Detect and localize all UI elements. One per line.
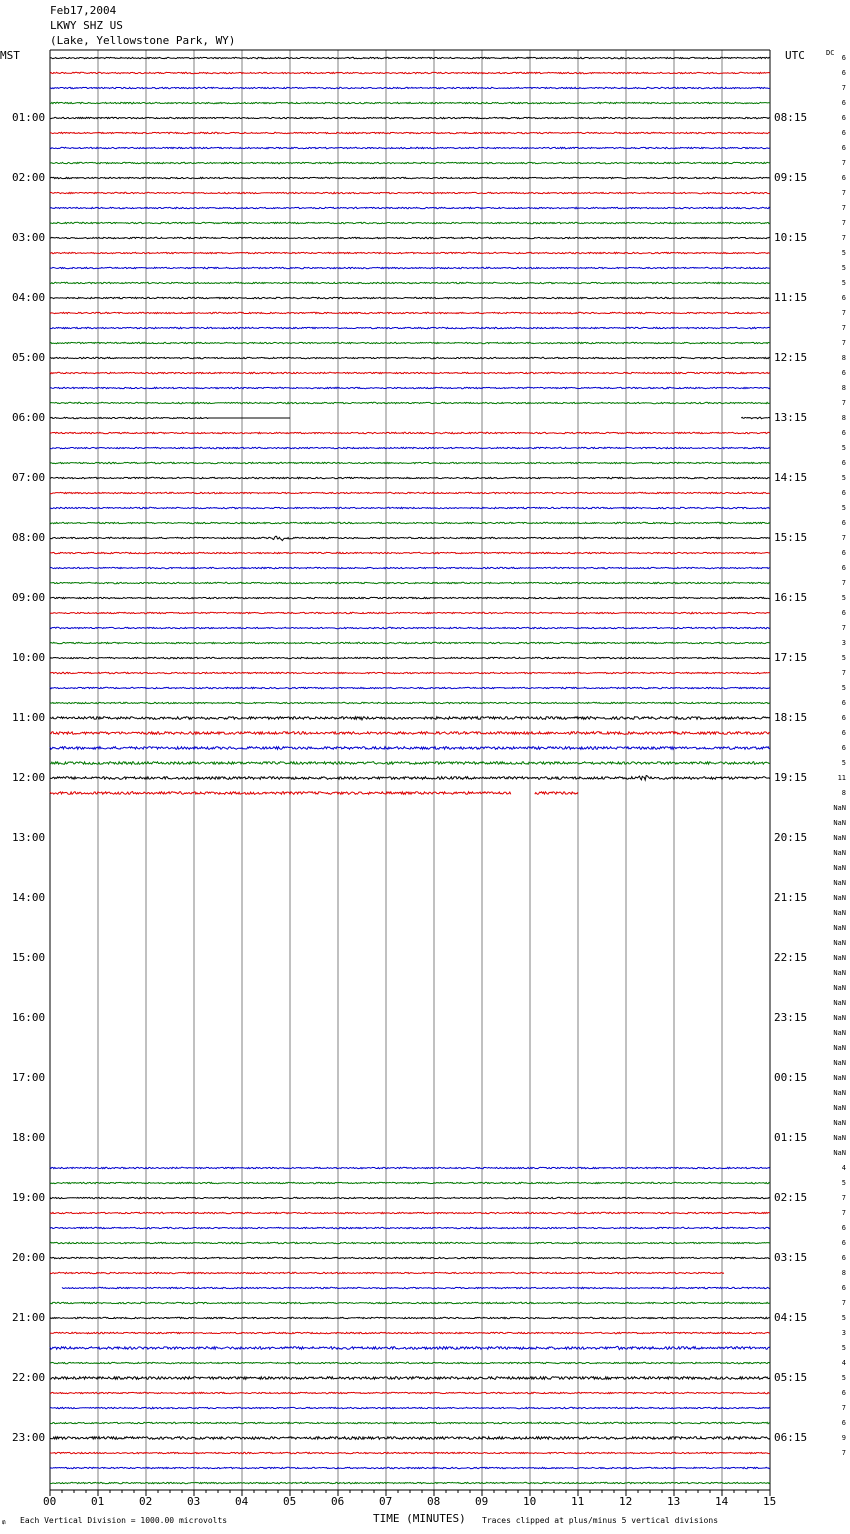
dc-offset-value: 7 — [841, 1194, 846, 1202]
minute-gridlines — [50, 50, 770, 1490]
trace-row-95-seg-0 — [50, 1482, 770, 1483]
right-hour-label: 00:15 — [774, 1071, 808, 1084]
trace-row-30-seg-0 — [50, 507, 770, 508]
dc-offset-value: 7 — [841, 1449, 846, 1457]
trace-row-25-seg-0 — [50, 432, 770, 433]
dc-offset-value: 6 — [841, 99, 846, 107]
dc-offset-value: 6 — [841, 174, 846, 182]
dc-offset-value: 7 — [841, 159, 846, 167]
trace-row-75-seg-0 — [50, 1182, 770, 1183]
trace-row-17-seg-0 — [50, 312, 770, 313]
dc-offset-value: 7 — [841, 204, 846, 212]
left-hour-label: 08:00 — [12, 531, 46, 544]
trace-row-19-seg-0 — [50, 342, 770, 343]
dc-offset-value: NaN — [833, 1044, 846, 1052]
trace-row-85-seg-0 — [50, 1332, 770, 1333]
dc-offset-value: 6 — [841, 144, 846, 152]
dc-offset-value: 6 — [841, 1419, 846, 1427]
dc-offset-value: 7 — [841, 339, 846, 347]
scale-note: Each Vertical Division = 1000.00 microvolts — [20, 1516, 228, 1525]
trace-row-14-seg-0 — [50, 267, 770, 268]
trace-row-23-seg-0 — [50, 402, 770, 403]
dc-offset-value: 8 — [841, 384, 846, 392]
left-hour-label: 06:00 — [12, 411, 46, 424]
dc-offset-value: 6 — [841, 564, 846, 572]
trace-row-82-seg-0 — [62, 1287, 770, 1288]
left-hour-label: 16:00 — [12, 1011, 46, 1024]
trace-row-1-seg-0 — [50, 72, 770, 73]
left-hour-label: 21:00 — [12, 1311, 46, 1324]
x-axis-title: TIME (MINUTES) — [373, 1512, 466, 1525]
trace-row-89-seg-0 — [50, 1392, 770, 1393]
trace-row-81-seg-0 — [50, 1272, 724, 1273]
trace-row-49-seg-1 — [535, 792, 578, 795]
right-hour-label: 12:15 — [774, 351, 808, 364]
dc-offset-value: 6 — [841, 69, 846, 77]
dc-offset-value: 6 — [841, 369, 846, 377]
trace-row-49-seg-0 — [50, 792, 511, 795]
dc-offset-value: 7 — [841, 324, 846, 332]
left-hour-label: 03:00 — [12, 231, 46, 244]
dc-offset-value: 5 — [841, 474, 846, 482]
dc-offset-value: 6 — [841, 489, 846, 497]
trace-row-15-seg-0 — [50, 282, 770, 283]
left-hour-label: 10:00 — [12, 651, 46, 664]
trace-row-39-seg-0 — [50, 642, 770, 643]
dc-offset-value: NaN — [833, 1134, 846, 1142]
dc-offset-value: 7 — [841, 1209, 846, 1217]
dc-offset-value: NaN — [833, 1104, 846, 1112]
dc-offset-value: NaN — [833, 879, 846, 887]
right-hour-label: 10:15 — [774, 231, 808, 244]
x-tick-label: 02 — [139, 1495, 153, 1508]
trace-row-9-seg-0 — [50, 192, 770, 193]
right-hour-label: 21:15 — [774, 891, 808, 904]
x-tick-label: 01 — [91, 1495, 105, 1508]
dc-offset-value: 7 — [841, 219, 846, 227]
x-axis-ticks — [50, 1490, 770, 1496]
dc-offset-value: 5 — [841, 1314, 846, 1322]
dc-offset-value: 6 — [841, 1224, 846, 1232]
right-hour-label: 19:15 — [774, 771, 808, 784]
dc-offset-value: 5 — [841, 1374, 846, 1382]
left-hour-label: 02:00 — [12, 171, 46, 184]
dc-offset-value: 5 — [841, 594, 846, 602]
trace-row-26-seg-0 — [50, 447, 770, 448]
right-hour-label: 11:15 — [774, 291, 808, 304]
station-location: (Lake, Yellowstone Park, WY) — [50, 34, 236, 47]
seismic-traces — [50, 57, 770, 1483]
dc-offset-value: NaN — [833, 1149, 846, 1157]
dc-offset-value: 7 — [841, 1299, 846, 1307]
x-tick-label: 08 — [427, 1495, 441, 1508]
x-tick-label: 15 — [763, 1495, 777, 1508]
dc-offset-value: NaN — [833, 804, 846, 812]
trace-row-31-seg-0 — [50, 522, 770, 523]
dc-offset-value: NaN — [833, 924, 846, 932]
dc-offset-value: NaN — [833, 1059, 846, 1067]
x-tick-label: 09 — [475, 1495, 489, 1508]
x-tick-label: 14 — [715, 1495, 729, 1508]
dc-offset-value: 3 — [841, 639, 846, 647]
dc-offset-value: NaN — [833, 1119, 846, 1127]
right-hour-label: 06:15 — [774, 1431, 808, 1444]
trace-row-88-seg-0 — [50, 1377, 770, 1380]
dc-offset-value: 6 — [841, 114, 846, 122]
dc-offset-value: 6 — [841, 699, 846, 707]
dc-offset-value: 5 — [841, 249, 846, 257]
dc-offset-value: 6 — [841, 1239, 846, 1247]
right-hour-label: 20:15 — [774, 831, 808, 844]
left-hour-label: 17:00 — [12, 1071, 46, 1084]
dc-offset-value: 7 — [841, 84, 846, 92]
dc-offset-value: NaN — [833, 939, 846, 947]
right-hour-label: 22:15 — [774, 951, 808, 964]
trace-row-18-seg-0 — [50, 327, 770, 328]
trace-row-46-seg-0 — [50, 747, 770, 750]
dc-offset-value: NaN — [833, 1029, 846, 1037]
trace-row-43-seg-0 — [50, 702, 770, 703]
dc-offset-value: 6 — [841, 744, 846, 752]
x-tick-label: 06 — [331, 1495, 345, 1508]
trace-row-94-seg-0 — [50, 1467, 770, 1468]
dc-offset-value: 5 — [841, 654, 846, 662]
dc-offset-value: 6 — [841, 1284, 846, 1292]
trace-row-8-seg-0 — [50, 177, 770, 178]
dc-offset-value: NaN — [833, 1014, 846, 1022]
left-timezone-label: MST — [0, 49, 20, 62]
dc-offset-value: NaN — [833, 834, 846, 842]
trace-row-36-seg-0 — [50, 597, 770, 598]
dc-offset-value: 9 — [841, 1434, 846, 1442]
trace-row-29-seg-0 — [50, 492, 770, 493]
dc-offset-value: 4 — [841, 1359, 846, 1367]
trace-row-2-seg-0 — [50, 87, 770, 88]
trace-row-78-seg-0 — [50, 1227, 770, 1228]
dc-offset-value: 4 — [841, 1164, 846, 1172]
dc-offset-value: 7 — [841, 399, 846, 407]
trace-row-48-seg-0 — [50, 776, 770, 781]
dc-offset-value: NaN — [833, 969, 846, 977]
dc-offset-value: NaN — [833, 909, 846, 917]
right-hour-label: 17:15 — [774, 651, 808, 664]
dc-offset-value: NaN — [833, 849, 846, 857]
right-hour-label: 05:15 — [774, 1371, 808, 1384]
dc-offset-value: 8 — [841, 789, 846, 797]
left-hour-label: 07:00 — [12, 471, 46, 484]
dc-offset-value: 5 — [841, 504, 846, 512]
x-tick-label: 13 — [667, 1495, 681, 1508]
dc-offset-value: 6 — [841, 429, 846, 437]
trace-row-3-seg-0 — [50, 102, 770, 103]
trace-row-27-seg-0 — [50, 462, 770, 463]
dc-offset-value: 7 — [841, 309, 846, 317]
trace-row-21-seg-0 — [50, 372, 770, 373]
trace-row-91-seg-0 — [50, 1422, 770, 1423]
dc-offset-value: 7 — [841, 534, 846, 542]
trace-row-38-seg-0 — [50, 627, 770, 628]
trace-row-0-seg-0 — [50, 57, 770, 58]
trace-row-12-seg-0 — [50, 237, 770, 238]
right-hour-label: 01:15 — [774, 1131, 808, 1144]
dc-offset-value: 6 — [841, 729, 846, 737]
dc-offset-value: NaN — [833, 1074, 846, 1082]
dc-offset-value: 6 — [841, 294, 846, 302]
dc-offset-value: 7 — [841, 579, 846, 587]
left-hour-label: 22:00 — [12, 1371, 46, 1384]
x-tick-label: 05 — [283, 1495, 297, 1508]
dc-offset-value: NaN — [833, 894, 846, 902]
trace-row-90-seg-0 — [50, 1407, 770, 1408]
right-hour-label: 16:15 — [774, 591, 808, 604]
trace-row-22-seg-0 — [50, 387, 770, 388]
dc-offset-value: 5 — [841, 759, 846, 767]
right-hour-label: 18:15 — [774, 711, 808, 724]
dc-offset-value: 8 — [841, 1269, 846, 1277]
x-tick-label: 03 — [187, 1495, 201, 1508]
trace-row-33-seg-0 — [50, 552, 770, 553]
dc-offset-value: NaN — [833, 954, 846, 962]
x-tick-label: 04 — [235, 1495, 249, 1508]
left-hour-label: 09:00 — [12, 591, 46, 604]
dc-offset-value: 7 — [841, 669, 846, 677]
trace-row-80-seg-0 — [50, 1257, 770, 1258]
x-tick-label: 00 — [43, 1495, 57, 1508]
trace-row-45-seg-0 — [50, 732, 770, 735]
left-hour-label: 04:00 — [12, 291, 46, 304]
trace-row-87-seg-0 — [50, 1362, 770, 1363]
trace-row-6-seg-0 — [50, 147, 770, 148]
left-hour-label: 13:00 — [12, 831, 46, 844]
left-hour-label: 23:00 — [12, 1431, 46, 1444]
dc-offset-value: NaN — [833, 984, 846, 992]
dc-offset-value: 5 — [841, 1344, 846, 1352]
dc-offset-value: 6 — [841, 129, 846, 137]
dc-offset-value: 7 — [841, 1404, 846, 1412]
trace-row-86-seg-0 — [50, 1346, 770, 1349]
left-hour-label: 11:00 — [12, 711, 46, 724]
right-hour-label: 15:15 — [774, 531, 808, 544]
dc-offset-value: 6 — [841, 1389, 846, 1397]
trace-row-16-seg-0 — [50, 297, 770, 298]
dc-offset-value: 6 — [841, 1254, 846, 1262]
dc-offset-value: NaN — [833, 819, 846, 827]
trace-row-77-seg-0 — [50, 1212, 770, 1213]
trace-row-24-seg-0 — [50, 417, 290, 418]
station-code: LKWY SHZ US — [50, 19, 123, 32]
right-hour-label: 08:15 — [774, 111, 808, 124]
dc-offset-value: 6 — [841, 459, 846, 467]
right-hour-label: 02:15 — [774, 1191, 808, 1204]
left-hour-label: 18:00 — [12, 1131, 46, 1144]
dc-offset-value: 5 — [841, 444, 846, 452]
left-hour-label: 14:00 — [12, 891, 46, 904]
trace-row-83-seg-0 — [50, 1302, 770, 1303]
trace-row-92-seg-0 — [50, 1437, 770, 1440]
trace-row-35-seg-0 — [50, 582, 770, 583]
trace-row-40-seg-0 — [50, 657, 770, 658]
dc-offset-value: NaN — [833, 999, 846, 1007]
trace-row-20-seg-0 — [50, 357, 770, 358]
right-hour-label: 14:15 — [774, 471, 808, 484]
trace-row-47-seg-0 — [50, 762, 770, 765]
dc-offset-value: 11 — [837, 774, 846, 782]
left-hour-label: 12:00 — [12, 771, 46, 784]
trace-row-7-seg-0 — [50, 162, 770, 163]
dc-offset-value: 6 — [841, 519, 846, 527]
dc-offset-value: 6 — [841, 54, 846, 62]
left-hour-label: 05:00 — [12, 351, 46, 364]
left-hour-label: 19:00 — [12, 1191, 46, 1204]
x-tick-label: 11 — [571, 1495, 585, 1508]
trace-row-37-seg-0 — [50, 612, 770, 613]
plot-date: Feb17,2004 — [50, 4, 117, 17]
right-hour-label: 09:15 — [774, 171, 808, 184]
dc-offset-value: NaN — [833, 864, 846, 872]
trace-row-74-seg-0 — [50, 1167, 770, 1168]
dc-offset-value: 6 — [841, 714, 846, 722]
dc-offset-value: 7 — [841, 234, 846, 242]
trace-row-28-seg-0 — [50, 477, 770, 478]
left-hour-label: 20:00 — [12, 1251, 46, 1264]
trace-row-5-seg-0 — [50, 132, 770, 133]
trace-row-10-seg-0 — [50, 207, 770, 208]
trace-row-76-seg-0 — [50, 1197, 770, 1198]
trace-row-24-seg-1 — [741, 417, 770, 418]
trace-row-13-seg-0 — [50, 252, 770, 253]
dc-offset-value: 8 — [841, 414, 846, 422]
right-hour-label: 04:15 — [774, 1311, 808, 1324]
dc-offset-value: 8 — [841, 354, 846, 362]
x-tick-label: 10 — [523, 1495, 537, 1508]
dc-offset-value: 3 — [841, 1329, 846, 1337]
right-hour-label: 23:15 — [774, 1011, 808, 1024]
trace-row-44-seg-0 — [50, 717, 770, 720]
trace-row-42-seg-0 — [50, 687, 770, 688]
left-hour-label: 01:00 — [12, 111, 46, 124]
right-timezone-label: UTC — [785, 49, 805, 62]
trace-row-32-seg-0 — [50, 536, 770, 540]
right-hour-label: 03:15 — [774, 1251, 808, 1264]
trace-row-4-seg-0 — [50, 117, 770, 118]
trace-row-93-seg-0 — [50, 1452, 770, 1453]
trace-row-84-seg-0 — [50, 1317, 770, 1318]
dc-offset-header: DC — [826, 49, 835, 57]
dc-offset-value: 7 — [841, 624, 846, 632]
dc-offset-value: 5 — [841, 1179, 846, 1187]
dc-offset-value: 7 — [841, 189, 846, 197]
dc-offset-value: NaN — [833, 1089, 846, 1097]
trace-row-79-seg-0 — [50, 1242, 770, 1243]
trace-row-34-seg-0 — [50, 567, 770, 568]
corner-mark: ₥ — [2, 1519, 6, 1526]
dc-offset-value: 6 — [841, 549, 846, 557]
right-hour-label: 13:15 — [774, 411, 808, 424]
x-tick-label: 07 — [379, 1495, 393, 1508]
clip-note: Traces clipped at plus/minus 5 vertical divisions — [482, 1516, 719, 1525]
trace-row-11-seg-0 — [50, 222, 770, 223]
dc-offset-value: 5 — [841, 684, 846, 692]
dc-offset-value: 5 — [841, 279, 846, 287]
x-tick-label: 12 — [619, 1495, 633, 1508]
trace-row-41-seg-0 — [50, 672, 770, 673]
left-hour-label: 15:00 — [12, 951, 46, 964]
dc-offset-value: 6 — [841, 609, 846, 617]
dc-offset-value: 5 — [841, 264, 846, 272]
